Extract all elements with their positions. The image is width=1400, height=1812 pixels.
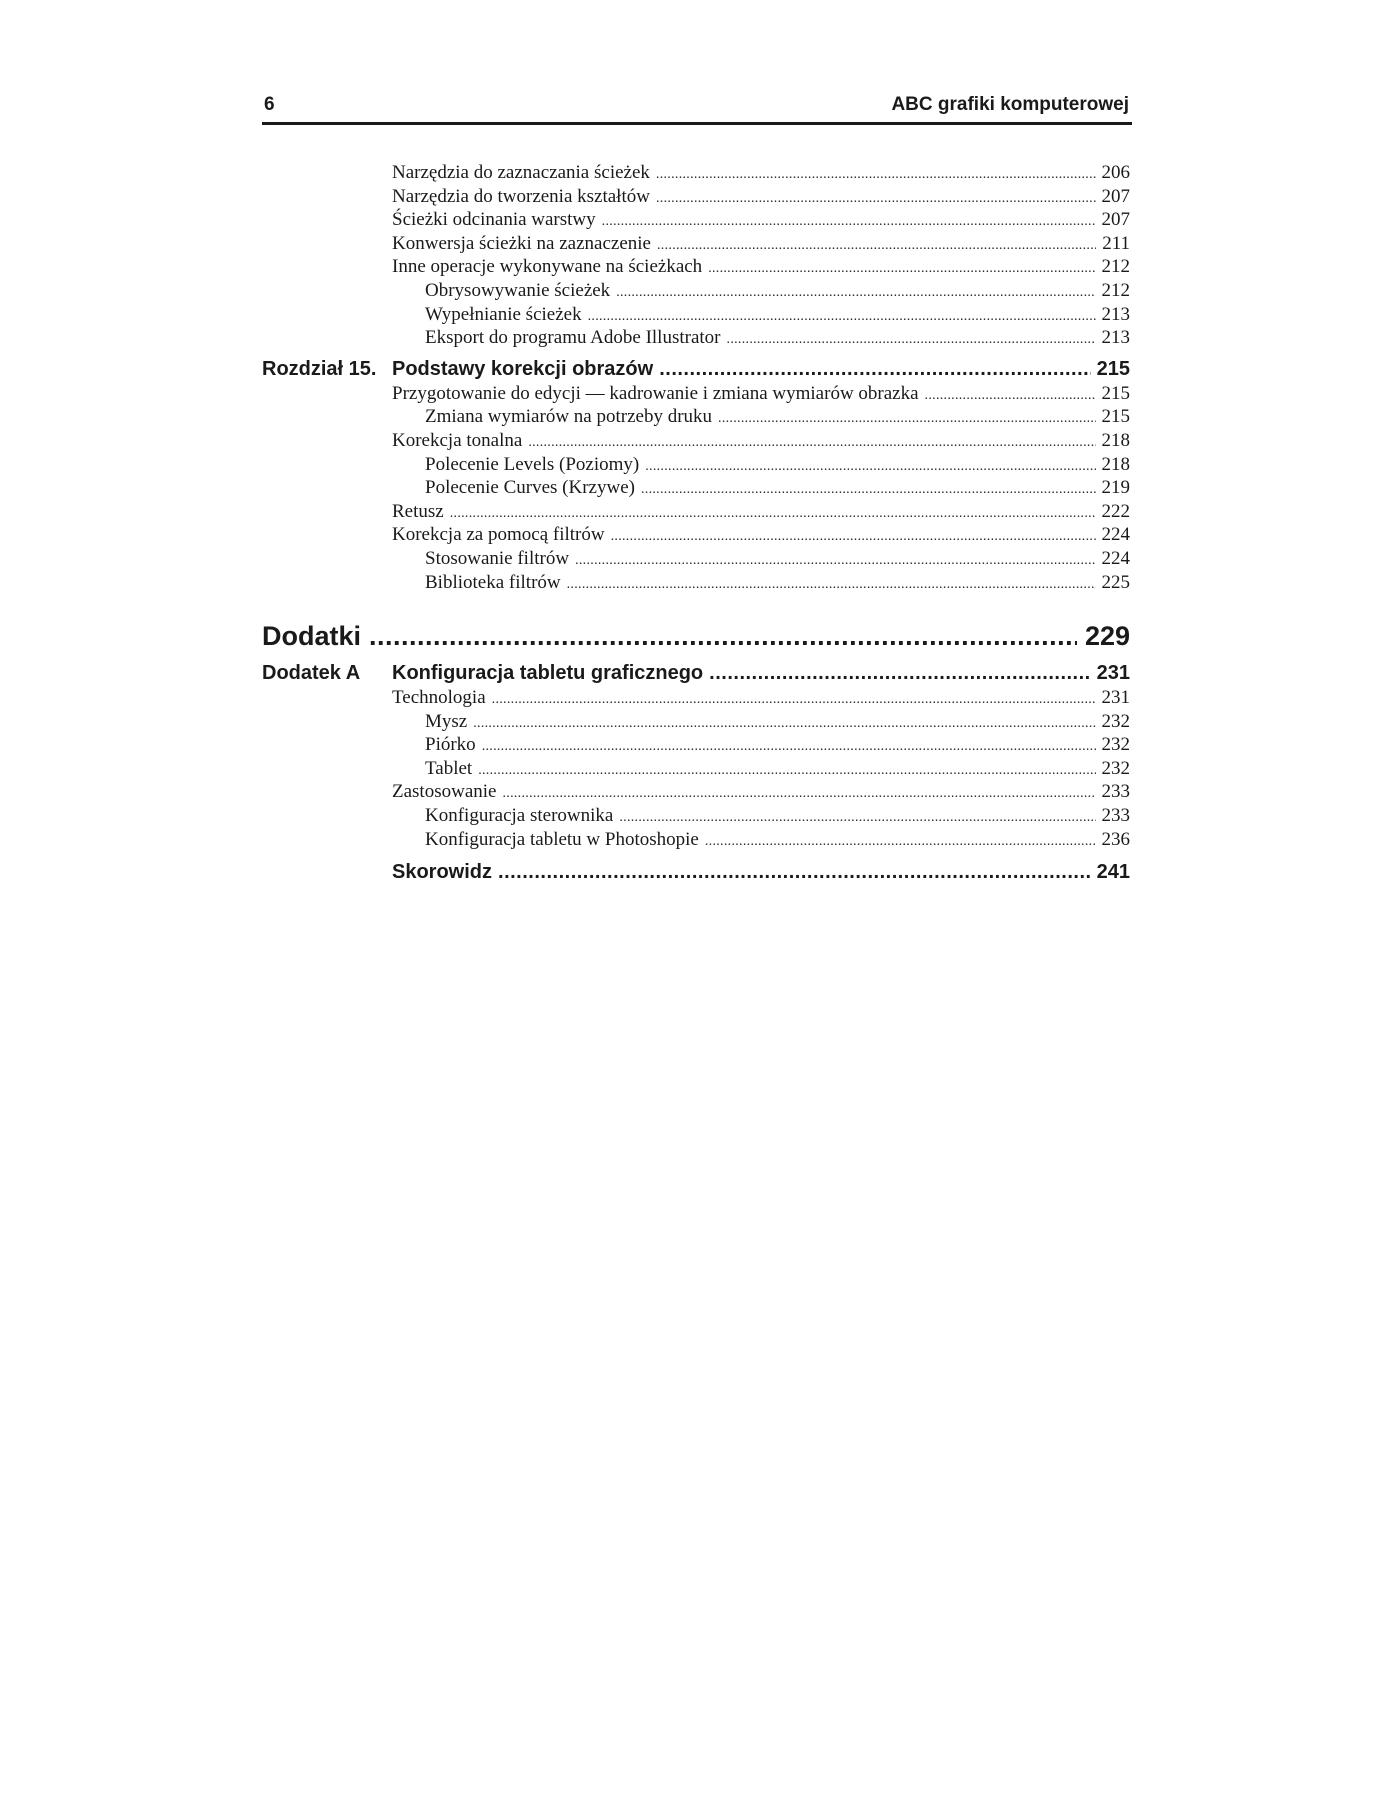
dot-leader (369, 618, 1077, 654)
dot-leader (925, 384, 1096, 408)
toc-entry[interactable] (262, 476, 1130, 500)
dot-leader (575, 549, 1095, 573)
entry-title: Inne operacje wykonywane na ścieżkach (392, 256, 703, 278)
dot-leader (478, 759, 1095, 783)
dot-leader (659, 356, 1090, 382)
toc-entry[interactable] (262, 686, 1130, 710)
entry-page-number: 207 (1101, 209, 1130, 231)
toc-entry[interactable] (262, 429, 1130, 453)
toc-entry[interactable] (262, 733, 1130, 757)
entry-title: Konwersja ścieżki na zaznaczenie (392, 232, 651, 254)
dot-leader (450, 502, 1096, 526)
entry-title: Piórko (425, 734, 476, 756)
chapter-label: Rozdział 15. (262, 357, 377, 380)
dot-leader (528, 431, 1095, 455)
entry-title: Skorowidz (392, 861, 493, 884)
toc-entry[interactable] (262, 208, 1130, 232)
entry-page-number: 215 (1096, 357, 1130, 380)
table-of-contents (262, 161, 1130, 885)
entry-page-number: 233 (1101, 805, 1130, 827)
entry-title: Narzędzia do tworzenia kształtów (392, 185, 650, 207)
entry-title: Podstawy korekcji obrazów (392, 357, 654, 380)
toc-part-entry[interactable] (262, 618, 1130, 654)
entry-title: Retusz (392, 500, 444, 522)
toc-entry[interactable] (262, 804, 1130, 828)
entry-title: Konfiguracja tabletu graficznego (392, 662, 704, 685)
toc-entry[interactable] (262, 453, 1130, 477)
dot-leader (482, 735, 1096, 759)
dot-leader (611, 525, 1096, 549)
dot-leader (656, 163, 1096, 187)
toc-entry[interactable] (262, 279, 1130, 303)
entry-title: Konfiguracja sterownika (425, 805, 614, 827)
toc-entry[interactable] (262, 232, 1130, 256)
toc-entry[interactable] (262, 547, 1130, 571)
toc-entry[interactable] (262, 161, 1130, 185)
dot-leader (718, 407, 1095, 431)
dot-leader (657, 234, 1096, 258)
toc-entry[interactable] (262, 523, 1130, 547)
toc-chapter-entry[interactable] (262, 356, 1130, 382)
dot-leader (502, 782, 1095, 806)
entry-title: Ścieżki odcinania warstwy (392, 209, 596, 231)
entry-title: Mysz (425, 710, 468, 732)
running-title: ABC grafiki komputerowej (891, 94, 1129, 115)
entry-title: Eksport do programu Adobe Illustrator (425, 327, 721, 349)
entry-page-number: 233 (1101, 781, 1130, 803)
entry-page-number: 231 (1096, 662, 1130, 685)
dot-leader (473, 712, 1095, 736)
dot-leader (616, 281, 1095, 305)
toc-entry[interactable] (262, 255, 1130, 279)
entry-title: Zastosowanie (392, 781, 497, 803)
entry-title: Przygotowanie do edycji — kadrowanie i zmiana wymiarów obrazka (392, 382, 919, 404)
dot-leader (588, 305, 1096, 329)
entry-title: Polecenie Levels (Poziomy) (425, 453, 640, 475)
toc-entry[interactable] (262, 326, 1130, 350)
toc-entry[interactable] (262, 757, 1130, 781)
dot-leader (709, 660, 1090, 686)
dot-leader (498, 859, 1091, 885)
entry-page-number: 219 (1101, 477, 1130, 499)
toc-entry[interactable] (262, 710, 1130, 734)
entry-page-number: 206 (1101, 162, 1130, 183)
entry-title: Korekcja tonalna (392, 429, 523, 451)
entry-page-number: 231 (1101, 687, 1130, 709)
entry-title: Konfiguracja tabletu w Photoshopie (425, 828, 699, 850)
entry-page-number: 224 (1101, 547, 1130, 569)
entry-title: Korekcja za pomocą filtrów (392, 524, 605, 546)
entry-page-number: 213 (1101, 327, 1130, 349)
entry-page-number: 229 (1084, 621, 1130, 652)
chapter-label: Dodatek A (262, 662, 361, 685)
dot-leader (567, 573, 1096, 597)
entry-page-number: 225 (1101, 571, 1130, 593)
toc-entry[interactable] (262, 185, 1130, 209)
dot-leader (492, 688, 1096, 712)
entry-page-number: 215 (1101, 406, 1130, 428)
toc-chapter-entry[interactable] (262, 660, 1130, 686)
entry-title: Dodatki (262, 621, 362, 652)
entry-title: Technologia (392, 687, 486, 709)
entry-title: Stosowanie filtrów (425, 547, 570, 569)
entry-page-number: 213 (1101, 303, 1130, 325)
toc-chapter-entry[interactable] (262, 859, 1130, 885)
entry-page-number: 236 (1101, 828, 1130, 850)
dot-leader (645, 455, 1095, 479)
toc-entry[interactable] (262, 780, 1130, 804)
entry-page-number: 215 (1101, 382, 1130, 404)
entry-page-number: 222 (1101, 500, 1130, 522)
entry-page-number: 232 (1101, 710, 1130, 732)
entry-page-number: 212 (1101, 256, 1130, 278)
toc-entry[interactable] (262, 303, 1130, 327)
entry-title: Biblioteka filtrów (425, 571, 561, 593)
toc-entry[interactable] (262, 382, 1130, 406)
entry-page-number: 232 (1101, 734, 1130, 756)
entry-page-number: 207 (1101, 185, 1130, 207)
page-header (264, 94, 1129, 116)
toc-entry[interactable] (262, 571, 1130, 595)
toc-entry[interactable] (262, 405, 1130, 429)
dot-leader (619, 806, 1095, 830)
entry-page-number: 241 (1096, 861, 1130, 884)
entry-page-number: 211 (1102, 232, 1130, 254)
entry-page-number: 232 (1101, 757, 1130, 779)
entry-title: Zmiana wymiarów na potrzeby druku (425, 406, 713, 428)
toc-entry[interactable] (262, 828, 1130, 852)
entry-page-number: 224 (1101, 524, 1130, 546)
entry-page-number: 212 (1101, 279, 1130, 301)
dot-leader (656, 187, 1096, 211)
entry-title: Tablet (425, 757, 473, 779)
dot-leader (708, 257, 1095, 281)
dot-leader (602, 210, 1096, 234)
entry-page-number: 218 (1101, 429, 1130, 451)
page-number: 6 (264, 94, 275, 115)
entry-title: Polecenie Curves (Krzywe) (425, 477, 635, 499)
entry-title: Wypełnianie ścieżek (425, 303, 582, 325)
header-rule (262, 122, 1132, 125)
entry-page-number: 218 (1101, 453, 1130, 475)
entry-title: Narzędzia do zaznaczania ścieżek (392, 162, 650, 183)
dot-leader (641, 478, 1096, 502)
dot-leader (705, 830, 1096, 854)
entry-title: Obrysowywanie ścieżek (425, 279, 611, 301)
dot-leader (727, 328, 1096, 352)
toc-entry[interactable] (262, 500, 1130, 524)
